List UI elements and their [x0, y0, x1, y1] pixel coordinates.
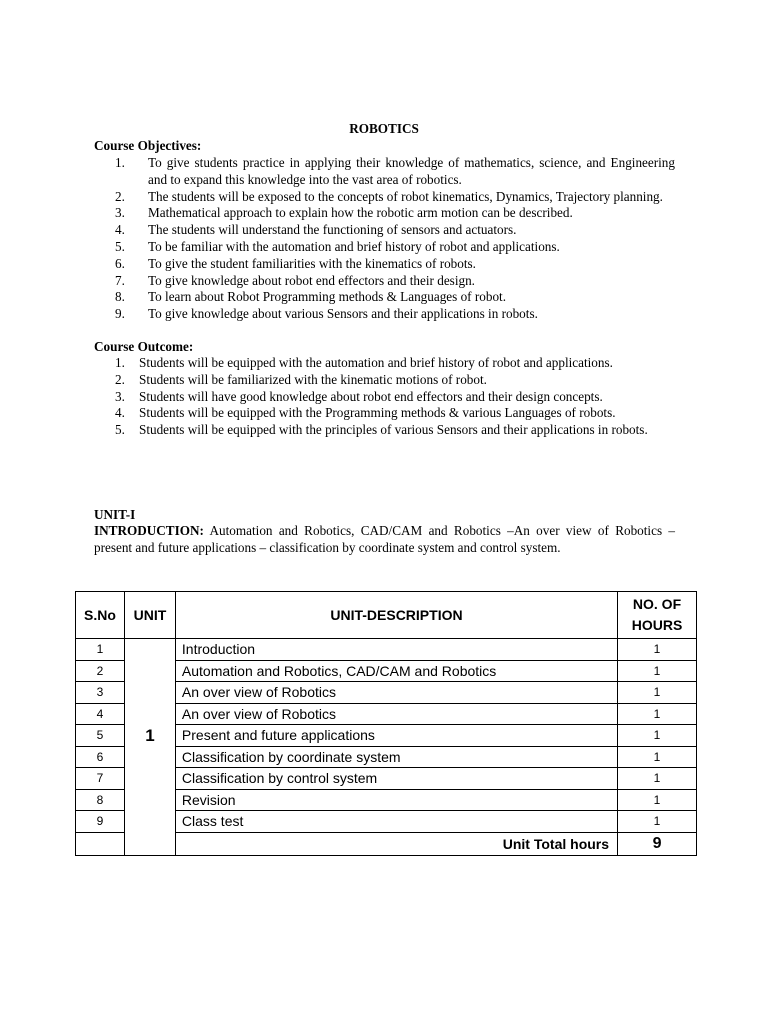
- cell-description: Classification by control system: [175, 768, 617, 790]
- table-header-row: [76, 592, 697, 639]
- cell-sno: 5: [76, 725, 125, 747]
- list-item: [115, 222, 675, 239]
- cell-sno: 1: [76, 639, 125, 661]
- item-text: Students will have good knowledge about robot end effectors and their design concepts.: [139, 388, 603, 404]
- cell-hours: 1: [618, 746, 697, 768]
- item-number: 3.: [115, 388, 125, 404]
- item-text: To learn about Robot Programming methods & Languages of robot.: [148, 289, 507, 305]
- cell-sno: 4: [76, 703, 125, 725]
- item-number: 5.: [115, 422, 125, 438]
- cell-hours: 1: [618, 811, 697, 833]
- item-number: 2.: [115, 188, 125, 204]
- cell-sno: 8: [76, 789, 125, 811]
- list-item: [115, 155, 675, 189]
- header-description: UNIT-DESCRIPTION: [175, 592, 617, 639]
- outcomes-list: [115, 355, 675, 439]
- list-item: [115, 273, 675, 290]
- item-text: To be familiar with the automation and brief history of robot and applications.: [148, 238, 560, 254]
- cell-unit: 1: [124, 639, 175, 856]
- item-text: The students will understand the functioning of sensors and actuators.: [148, 222, 517, 238]
- list-item: [115, 389, 675, 406]
- item-number: 6.: [115, 255, 125, 271]
- item-number: 5.: [115, 238, 125, 254]
- cell-hours: 1: [618, 725, 697, 747]
- item-text: The students will be exposed to the concepts of robot kinematics, Dynamics, Trajectory planning.: [148, 188, 663, 204]
- cell-description: Classification by coordinate system: [175, 746, 617, 768]
- item-number: 8.: [115, 289, 125, 305]
- list-item: [115, 189, 675, 206]
- item-number: 9.: [115, 306, 125, 322]
- list-item: [115, 372, 675, 389]
- list-item: [115, 405, 675, 422]
- cell-sno: 7: [76, 768, 125, 790]
- item-text: To give the student familiarities with the kinematics of robots.: [148, 255, 476, 271]
- cell-hours: 1: [618, 660, 697, 682]
- item-text: Students will be familiarized with the kinematic motions of robot.: [139, 371, 487, 387]
- cell-description: Revision: [175, 789, 617, 811]
- cell-description: An over view of Robotics: [175, 682, 617, 704]
- page-title: ROBOTICS: [349, 121, 419, 136]
- cell-hours: 1: [618, 789, 697, 811]
- item-text: Students will be equipped with the principles of various Sensors and their applications in robots.: [139, 422, 648, 438]
- item-text: Students will be equipped with the automation and brief history of robot and applications.: [139, 355, 613, 370]
- header-unit: UNIT: [124, 592, 175, 639]
- cell-hours: 1: [618, 768, 697, 790]
- cell-description: Automation and Robotics, CAD/CAM and Robotics: [175, 660, 617, 682]
- cell-sno: 3: [76, 682, 125, 704]
- header-sno: S.No: [76, 592, 125, 639]
- unit-introduction: [94, 523, 675, 557]
- cell-sno: 6: [76, 746, 125, 768]
- cell-sno: 9: [76, 811, 125, 833]
- item-number: 1.: [115, 155, 125, 170]
- item-number: 4.: [115, 222, 125, 238]
- intro-label: INTRODUCTION:: [94, 523, 204, 538]
- cell-hours: 1: [618, 639, 697, 661]
- unit-schedule-table: [75, 591, 697, 856]
- item-text: Mathematical approach to explain how the robotic arm motion can be described.: [148, 205, 573, 221]
- cell-description: Present and future applications: [175, 725, 617, 747]
- item-number: 1.: [115, 355, 125, 370]
- total-label: Unit Total hours: [175, 832, 617, 855]
- item-text: To give knowledge about various Sensors and their applications in robots.: [148, 306, 538, 322]
- cell-empty: [76, 832, 125, 855]
- unit-heading: UNIT-I: [94, 507, 136, 522]
- cell-description: An over view of Robotics: [175, 703, 617, 725]
- list-item: [115, 422, 675, 439]
- cell-description: Class test: [175, 811, 617, 833]
- list-item: [115, 256, 675, 273]
- cell-sno: 2: [76, 660, 125, 682]
- item-number: 2.: [115, 371, 125, 387]
- item-number: 7.: [115, 272, 125, 288]
- item-text: To give students practice in applying their knowledge of mathematics, science, and Engineering and to expand this knowledge into the vast area of robotics.: [148, 155, 675, 187]
- list-item: [115, 306, 675, 323]
- header-hours: NO. OF HOURS: [618, 592, 697, 639]
- list-item: [115, 355, 675, 372]
- item-number: 4.: [115, 405, 125, 421]
- cell-hours: 1: [618, 682, 697, 704]
- intro-text: Automation and Robotics, CAD/CAM and Robotics –An over view of Robotics – present and future applications – classification by coordinate system and control system.: [94, 523, 675, 555]
- item-number: 3.: [115, 205, 125, 221]
- table-row: [76, 639, 697, 661]
- outcomes-heading: Course Outcome:: [94, 339, 194, 354]
- item-text: Students will be equipped with the Programming methods & various Languages of robots.: [139, 405, 616, 421]
- total-value: 9: [618, 832, 697, 855]
- objectives-heading: Course Objectives:: [94, 138, 202, 153]
- cell-description: Introduction: [175, 639, 617, 661]
- list-item: [115, 239, 675, 256]
- cell-hours: 1: [618, 703, 697, 725]
- item-text: To give knowledge about robot end effectors and their design.: [148, 272, 475, 288]
- objectives-list: [115, 155, 675, 323]
- list-item: [115, 289, 675, 306]
- list-item: [115, 205, 675, 222]
